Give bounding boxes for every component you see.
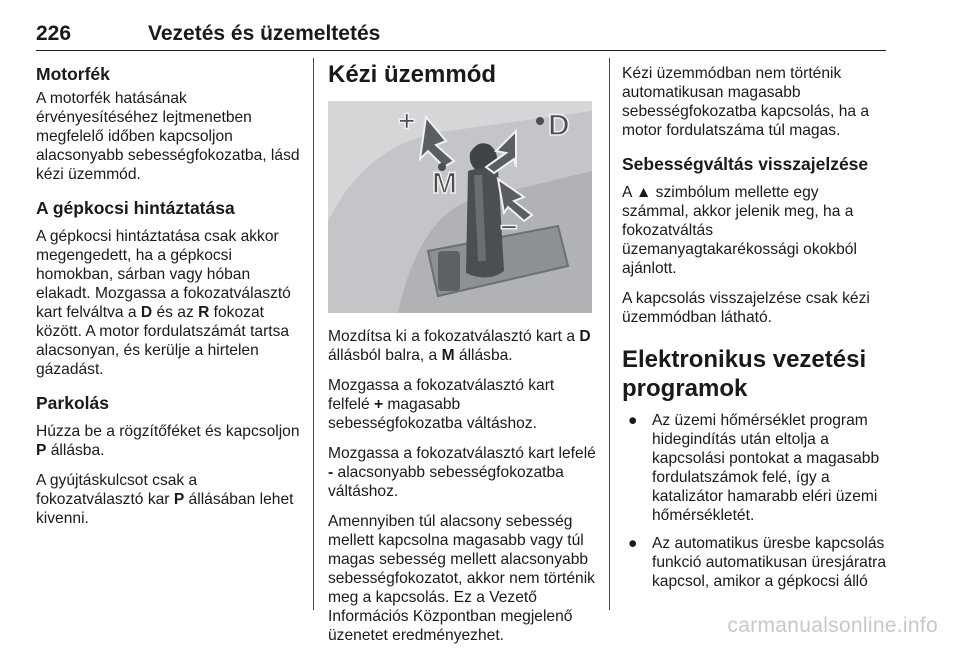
section-heading-parkolas: Parkolás (36, 393, 109, 413)
up-arrow-icon: ▲ (635, 184, 652, 201)
paragraph-kezi-3: Mozgassa a fokozatválasztó kart lefelé - alacsonyabb sebességfokozatba váltáshoz. (328, 445, 596, 500)
section-heading-hintaztatas: A gépkocsi hintáztatása (36, 198, 235, 218)
page-header (36, 20, 886, 51)
minus-label: − (500, 211, 518, 244)
paragraph-kezi-1: Mozdítsa ki a fokozatválasztó kart a D állásból balra, a M állásba. (328, 328, 591, 364)
section-heading-elektronikus: Elektronikus vezetési programok (622, 346, 867, 402)
column-right (622, 64, 888, 600)
column-divider (609, 58, 610, 610)
paragraph-kezi-4: Amennyiben túl alacsony sebesség mellett kapcsolna magasabb vagy túl magas sebesség mellett alacsonyabb sebességfokozatot, akkor nem történik meg a kapcsolás. Ez a Vezető Információs Központban megjelenő üzenetet eredményezhet. (328, 513, 595, 644)
section-heading-visszajelzes: Sebességváltás visszajelzése (622, 154, 869, 174)
program-list (622, 411, 888, 591)
paragraph-parkolas: Húzza be a rögzítőféket és kapcsoljon P állásba. (36, 423, 300, 459)
paragraph-nincs-kapcsolas: Kézi üzemmódban nem történik automatikusan magasabb sebességfokozatba kapcsolás, ha a motor fordulatszáma túl magas. (622, 65, 870, 139)
d-label: D (548, 109, 570, 142)
site-watermark: carmanualsonline.info (727, 614, 938, 637)
paragraph-kezi-2: Mozgassa a fokozatválasztó kart felfelé + magasabb sebességfokozatba váltáshoz. (328, 377, 555, 432)
paragraph-kulcs: A gyújtáskulcsot csak a fokozatválasztó kar P állásában lehet kivenni. (36, 472, 294, 527)
paragraph-visszajelzes-2: A kapcsolás visszajelzése csak kézi üzemmódban látható. (622, 290, 870, 326)
chapter-title: Vezetés és üzemeltetés (148, 22, 381, 45)
paragraph-visszajelzes-1: A ▲ szimbólum mellette egy számmal, akkor jelenik meg, ha a fokozatváltás üzemanyagtakarékossági okokból ajánlott. (622, 184, 857, 277)
column-divider (313, 58, 314, 610)
gear-lever-image (328, 101, 592, 313)
bullet-icon: ● (628, 412, 638, 429)
section-heading-motorfek: Motorfék (36, 64, 110, 84)
list-item: ● Az automatikus üresbe kapcsolás funkció automatikusan üresjáratra kapcsol, amikor a gépkocsi álló (628, 535, 887, 590)
paragraph-motorfek: A motorfék hatásának érvényesítéséhez lejtmenetben megfelelő időben kapcsoljon alacsonyabb sebességfokozatba, lásd kézi üzemmód. (36, 90, 300, 183)
plus-label: + (398, 105, 416, 138)
gear-selector-illustration (328, 101, 592, 313)
bullet-icon: ● (628, 535, 638, 552)
page-number: 226 (36, 22, 72, 45)
section-heading-kezi: Kézi üzemmód (328, 61, 497, 88)
column-left (36, 64, 302, 539)
column-middle (328, 60, 598, 656)
m-label: M (432, 167, 457, 200)
list-item: ● Az üzemi hőmérséklet program hidegindítás után eltolja a kapcsolási pontokat a magasabb fordulatszámok felé, így a katalizátor hamarabb eléri üzemi hőmérsékletét. (628, 412, 880, 524)
paragraph-hintaztatas: A gépkocsi hintáztatása csak akkor megengedett, ha a gépkocsi homokban, sárban vagy hóban elakadt. Mozgassa a fokozatválasztó kart felváltva a D és az R fokozat között. A motor fordulatszámát tartsa alacsonyan, és kerülje a hirtelen gázadást. (36, 228, 291, 378)
